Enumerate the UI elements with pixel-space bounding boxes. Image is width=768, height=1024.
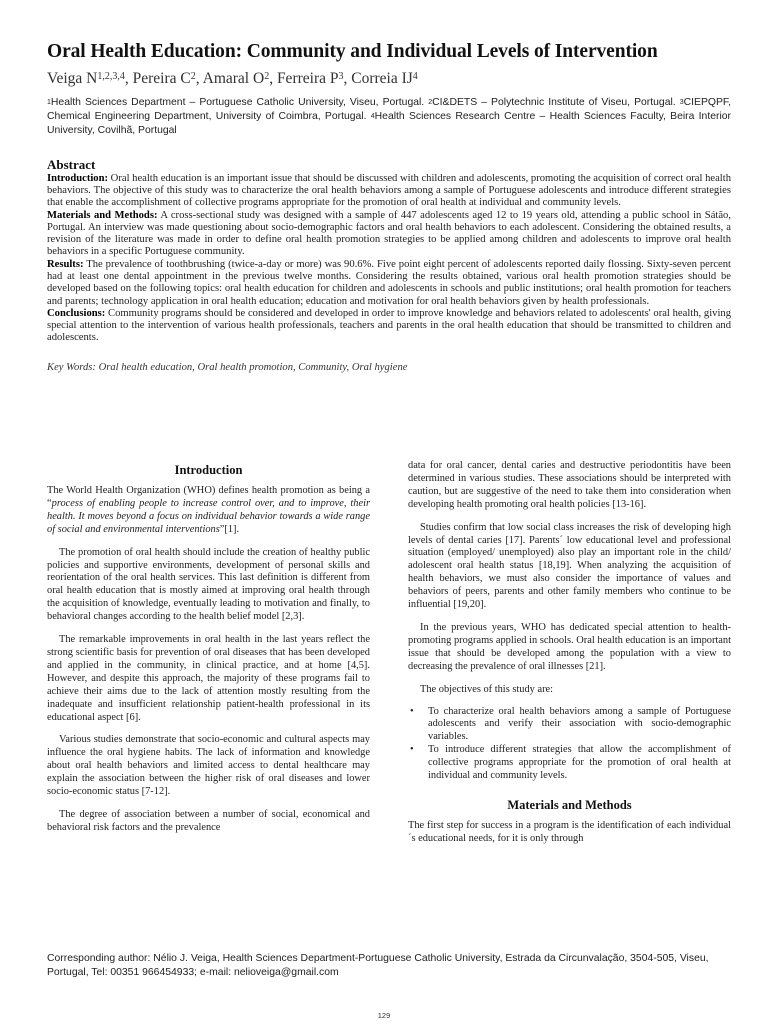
paragraph: The degree of association between a number of social, economical and behavioral risk factors and the prevalence — [47, 808, 370, 833]
bullet-icon: • — [410, 705, 414, 717]
section-heading-introduction: Introduction — [174, 463, 243, 477]
paragraph: The remarkable improvements in oral health in the last years reflect the strong scientific basis for prevention of oral diseases that has been developed and applied in the community, in clinical practice, and at home [4,5]. However, and despite this approach, the majority of these programs fail to achieve their aims due to the lack of attention mostly resulting from the inadequate and insufficient relationship patient-health professional in its educational aspect [6]. — [47, 634, 370, 723]
paragraph: data for oral cancer, dental caries and destructive periodontitis have been determined in various studies. These associations should be interpreted with caution, but are suggestive of the need to take them into consideration when developing health promoting oral health policies [13-16]. — [408, 460, 731, 510]
paper-header — [47, 40, 731, 374]
page-number: 129 — [377, 1011, 391, 1020]
paragraph: In the previous years, WHO has dedicated special attention to health-promoting programs applied in schools. Oral health education is an important issue that should be developed among the population with a view to decreasing the prevalence of oral illnesses [21]. — [408, 621, 731, 672]
author-list — [47, 68, 731, 90]
paragraph: The World Health Organization (WHO) defines health promotion as being a “process of enabling people to increase control over, and to improve, their health. It moves beyond a focus on individual behavior towards a wide range of social and environmental interventions”[1]. — [47, 485, 370, 535]
paragraph: The first step for success in a program is the identification of each individual´s educational needs, for it is only through — [408, 819, 731, 844]
author: Amaral $O^2$, — [202, 70, 277, 87]
abstract-methods: Materials and Methods: A cross-sectional study was designed with a sample of 447 adolescents aged 12 to 19 years old, attending a public school in Sátão, Portugal. An interview was made questioning about socio-demographic factors and oral health behaviors to each adolescent. Considering the obtained results, a revision of the literature was made in order to define oral health promotion strategies to be applied among children and adolescents to improve oral health behaviors in a specific Portuguese community. — [47, 209, 731, 258]
author: Pereira $C^2$, — [132, 70, 203, 87]
keywords: Key Words: Oral health education, Oral health promotion, Community, Oral hygiene — [47, 361, 408, 373]
right-column — [408, 460, 731, 846]
author: Veiga N$^{1,2,3,4}$, — [47, 70, 133, 87]
paragraph: The objectives of this study are: — [420, 683, 554, 695]
corresponding-author: Corresponding author: Nélio J. Veiga, Health Sciences Department-Portuguese Catholic University, Estrada da Circunvalação, 3504-505, Viseu, Portugal, Tel: 00351 966454933; e-mail: nelioveiga@gmail.com — [47, 953, 709, 978]
affiliations: $^1$Health Sciences Department – Portuguese Catholic University, Viseu, Portugal. $^2$CI&DETS – Polytechnic Institute of Viseu, Portugal. $^3$CIEPQPF, Chemical Engineering Department, University of Coimbra, Portugal. $^4$Health Sciences Research Centre – Health Sciences Faculty, Beira Interior University, Covilhã, Portugal — [47, 97, 731, 137]
abstract-introduction: Introduction: Oral health education is an important issue that should be discussed with children and adolescents, promoting the acquisition of correct oral health behaviors. The objective of this study was to characterize the oral health behaviors among a sample of Portuguese adolescents and introduce different strategies that enable the accomplishment of collective programs appropriate for the promotion of oral health at individual and community levels. — [47, 172, 731, 209]
author: Ferreira $P^3$, — [276, 70, 352, 87]
paragraph: Various studies demonstrate that socio-economic and cultural aspects may influence the oral hygiene habits. The lack of information and knowledge about oral health behaviors and limited access to dental healthcare may explain the association between the higher risk of oral diseases and lower socio-economic status [7-12]. — [47, 734, 370, 798]
abstract-conclusions: Conclusions: Community programs should be considered and developed in order to improve knowledge and behaviors related to adolescents' oral health, giving special attention to the intervention of various health professionals, teachers and parents in the oral health education that should be transmitted to children and adolescents. — [47, 307, 731, 344]
objectives-list — [408, 706, 731, 783]
author: Correia $IJ^4$ — [351, 70, 418, 87]
body-columns — [47, 460, 731, 846]
list-item: • To introduce different strategies that allow the accomplishment of collective programs appropriate for the promotion of oral health at individual and community levels. — [410, 744, 731, 782]
paragraph: Studies confirm that low social class increases the risk of developing high levels of dental caries [17]. Parents´ low educational level and professional situation (employed/ unemployed) also play an important role in the child/ adolescent oral health status [18,19]. When analyzing the acquisition of health behaviors, we must also consider the importance of values and behaviors of peers, parents and other family members who continue to be influential [19,20]. — [408, 521, 731, 611]
paragraph: The promotion of oral health should include the creation of healthy public policies and supportive environments, development of personal skills and reorientation of the oral health services. This last definition is different from oral health education that is mostly aimed at improving oral health through the acquisition of knowledge, eventually leading to motivation and finally, to behavioral changes according to the health belief model [2,3]. — [47, 546, 370, 623]
section-heading-methods: Materials and Methods — [507, 797, 632, 812]
left-column — [47, 460, 370, 846]
abstract-results: Results: The prevalence of toothbrushing (twice-a-day or more) was 90.6%. Five point eight percent of adolescents reported daily flossing. Sixty-seven percent had at least one dental appointment in the previous twelve months. Considering the results obtained, various oral health promotion strategies should be developed based on the following topics: oral health education for children and adolescents in schools and public institutions; oral health promotion for teachers and parents; technology application in oral health education; education and motivation for oral health behaviors given by health professionals. — [47, 258, 731, 307]
bullet-icon: • — [410, 744, 414, 756]
paper-title: Oral Health Education: Community and Individual Levels of Intervention — [47, 41, 658, 62]
abstract-heading: Abstract — [47, 156, 96, 172]
list-item: • To characterize oral health behaviors among a sample of Portuguese adolescents and verify their association with socio-demographic variables. — [410, 705, 731, 743]
